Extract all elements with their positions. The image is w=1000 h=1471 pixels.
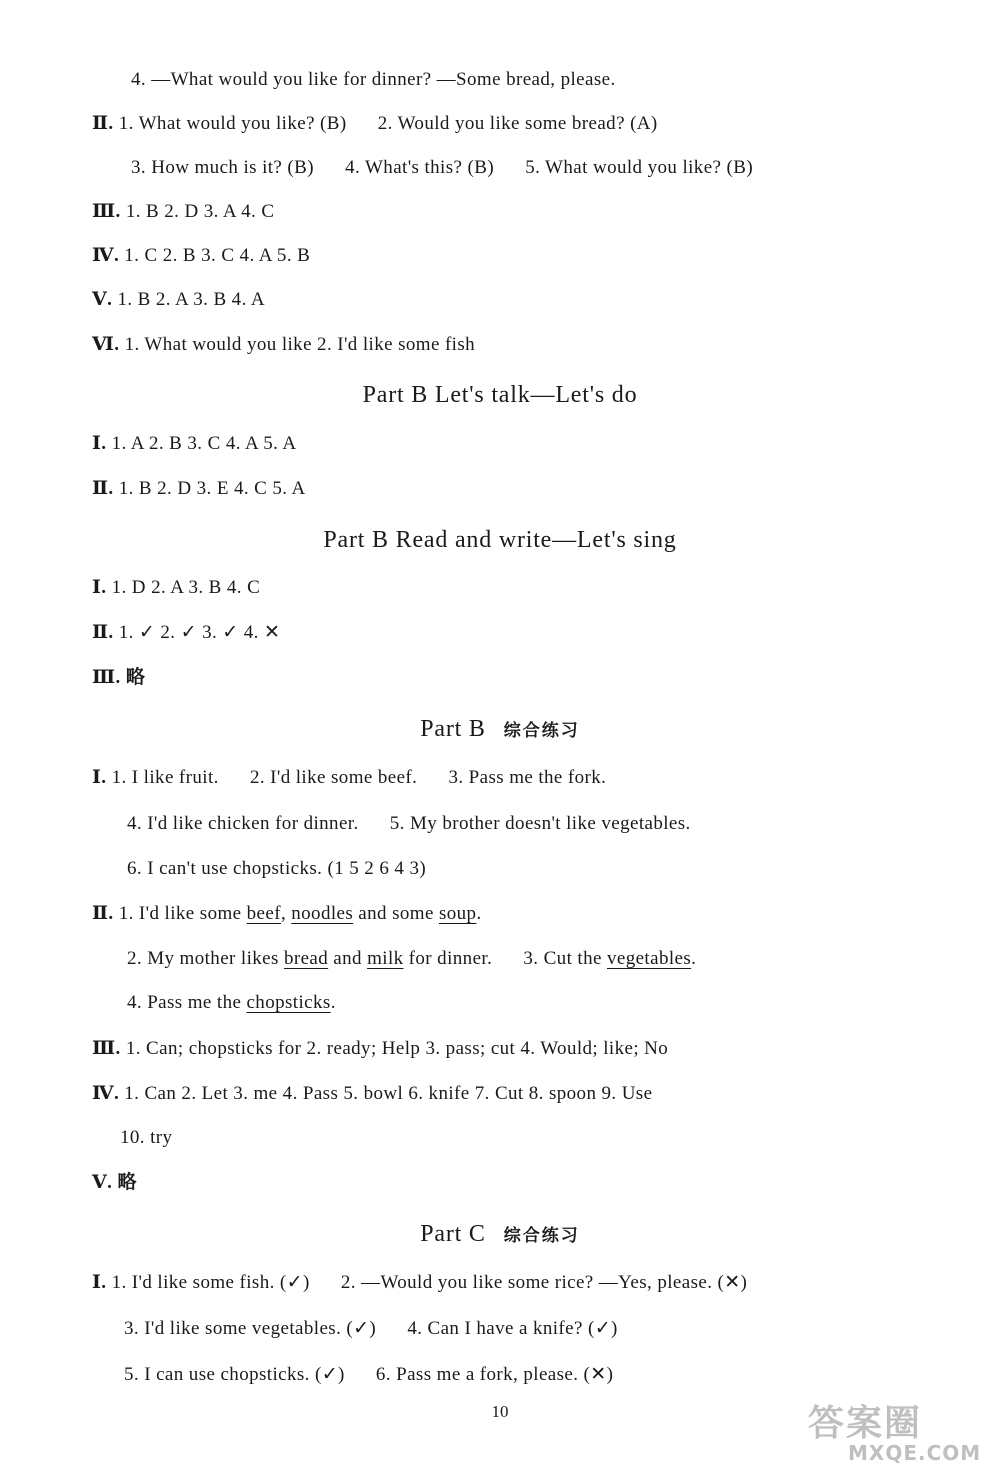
answer-text: 5. I can use chopsticks. (✓)	[124, 1364, 345, 1385]
underlined-answer: noodles	[291, 903, 354, 924]
watermark-logo	[800, 1395, 990, 1465]
answer-text: ,	[280, 903, 292, 924]
underlined-answer: beef	[246, 903, 281, 924]
answer-text: 2. Would you like some bread? (A)	[377, 113, 658, 134]
underlined-answer: vegetables	[606, 948, 692, 969]
answer-row	[92, 902, 482, 926]
section-numeral: Ⅱ.	[92, 478, 114, 499]
answer-row	[131, 156, 753, 180]
answer-text: .	[691, 948, 697, 969]
section-numeral: Ⅰ.	[92, 433, 107, 454]
answer-text: 1. I'd like some fish. (✓)	[111, 1272, 310, 1293]
answer-row	[92, 477, 306, 501]
section-heading	[0, 714, 1000, 746]
answer-row	[92, 766, 606, 790]
answer-text: 4. What's this? (B)	[345, 157, 495, 178]
answer-text: and some	[353, 903, 439, 924]
answer-row	[127, 991, 336, 1015]
answer-row	[92, 1082, 652, 1106]
answer-text: 略	[117, 1172, 137, 1193]
section-numeral: Ⅲ.	[92, 201, 121, 222]
watermark-text: 答案圈	[808, 1403, 923, 1444]
answer-text: 略	[125, 667, 146, 688]
answer-text: for dinner.	[403, 948, 493, 969]
section-heading	[0, 1219, 1000, 1251]
answer-text: 5. What would you like? (B)	[525, 157, 754, 178]
answer-text: 3. Cut the	[523, 948, 607, 969]
answer-text: 1. B 2. A 3. B 4. A	[117, 289, 265, 310]
answer-row	[124, 1317, 618, 1341]
answer-text: 1. ✓ 2. ✓ 3. ✓ 4. ✕	[118, 622, 281, 643]
answer-text: .	[330, 992, 336, 1013]
answer-row	[92, 1037, 668, 1061]
answer-text: 1. C 2. B 3. C 4. A 5. B	[124, 245, 311, 266]
answer-text: 3. How much is it? (B)	[131, 157, 314, 178]
underlined-answer: milk	[367, 948, 404, 969]
answer-text: 10. try	[120, 1127, 173, 1148]
section-numeral: Ⅲ.	[92, 1038, 121, 1059]
answer-text: 6. I can't use chopsticks. (1 5 2 6 4 3)	[127, 858, 427, 879]
answer-text: 3. I'd like some vegetables. (✓)	[124, 1318, 377, 1339]
answer-row	[127, 812, 691, 836]
answer-text: 1. A 2. B 3. C 4. A 5. A	[111, 433, 297, 454]
answer-text: 1. Can; chopsticks for 2. ready; Help 3. pass; cut 4. Would; like; No	[125, 1038, 669, 1059]
heading-en: Part C	[420, 1221, 486, 1247]
page-number: 10	[491, 1402, 509, 1421]
answer-text: 1. What would you like 2. I'd like some fish	[124, 334, 476, 355]
section-numeral: Ⅳ.	[92, 1083, 120, 1104]
answer-text: 1. What would you like? (B)	[118, 113, 347, 134]
section-numeral: Ⅵ.	[92, 334, 120, 355]
heading-cn: 综合练习	[503, 721, 580, 741]
answer-row	[120, 1126, 172, 1150]
answer-row	[92, 333, 475, 357]
section-heading: Part B Let's talk—Let's do	[362, 382, 638, 408]
section-numeral: Ⅴ.	[92, 289, 113, 310]
section-numeral: Ⅰ.	[92, 767, 107, 788]
heading-cn: 综合练习	[503, 1226, 580, 1246]
answer-text: 2. —Would you like some rice? —Yes, please. (✕)	[340, 1272, 748, 1293]
answer-text: 4. Can I have a knife? (✓)	[407, 1318, 618, 1339]
answer-text: 4. I'd like chicken for dinner.	[127, 813, 359, 834]
answer-row	[92, 288, 265, 312]
section-numeral: Ⅰ.	[92, 1272, 107, 1293]
answer-text: 2. My mother likes	[127, 948, 284, 969]
section-numeral: Ⅱ.	[92, 903, 114, 924]
answer-row	[92, 576, 260, 600]
answer-text: 5. My brother doesn't like vegetables.	[389, 813, 691, 834]
watermark-url: MXQE.COM	[848, 1441, 982, 1465]
underlined-answer: soup	[438, 903, 477, 924]
section-numeral: Ⅱ.	[92, 622, 114, 643]
answer-row	[124, 1363, 613, 1387]
answer-text: 1. B 2. D 3. A 4. C	[125, 201, 275, 222]
answer-text: 1. B 2. D 3. E 4. C 5. A	[118, 478, 306, 499]
underlined-answer: chopsticks	[246, 992, 331, 1013]
section-numeral: Ⅰ.	[92, 577, 107, 598]
answer-text: 1. I'd like some	[118, 903, 247, 924]
answer-text: 3. Pass me the fork.	[448, 767, 607, 788]
answer-text: and	[328, 948, 368, 969]
answer-text: 4. Pass me the	[127, 992, 247, 1013]
section-numeral: Ⅳ.	[92, 245, 120, 266]
answer-line: 4. —What would you like for dinner? —Some bread, please.	[131, 69, 616, 90]
section-numeral: Ⅲ.	[92, 667, 121, 688]
answer-row	[92, 666, 145, 690]
answer-row	[92, 112, 658, 136]
section-numeral: Ⅴ.	[92, 1172, 113, 1193]
heading-en: Part B	[420, 716, 486, 742]
answer-text: .	[476, 903, 482, 924]
answer-row	[92, 1271, 747, 1295]
answer-row	[127, 947, 696, 971]
answer-text: 6. Pass me a fork, please. (✕)	[375, 1364, 614, 1385]
section-heading: Part B Read and write—Let's sing	[323, 527, 677, 553]
answer-row	[92, 244, 310, 268]
answer-row	[127, 857, 426, 881]
underlined-answer: bread	[283, 948, 329, 969]
answer-row	[92, 432, 296, 456]
section-numeral: Ⅱ.	[92, 113, 114, 134]
answer-text: 1. Can 2. Let 3. me 4. Pass 5. bowl 6. knife 7. Cut 8. spoon 9. Use	[124, 1083, 653, 1104]
answer-row	[92, 1171, 137, 1195]
answer-text: 2. I'd like some beef.	[249, 767, 418, 788]
answer-text: 1. I like fruit.	[111, 767, 219, 788]
answer-text: 1. D 2. A 3. B 4. C	[111, 577, 261, 598]
answer-row	[92, 200, 274, 224]
answer-row	[92, 621, 280, 645]
